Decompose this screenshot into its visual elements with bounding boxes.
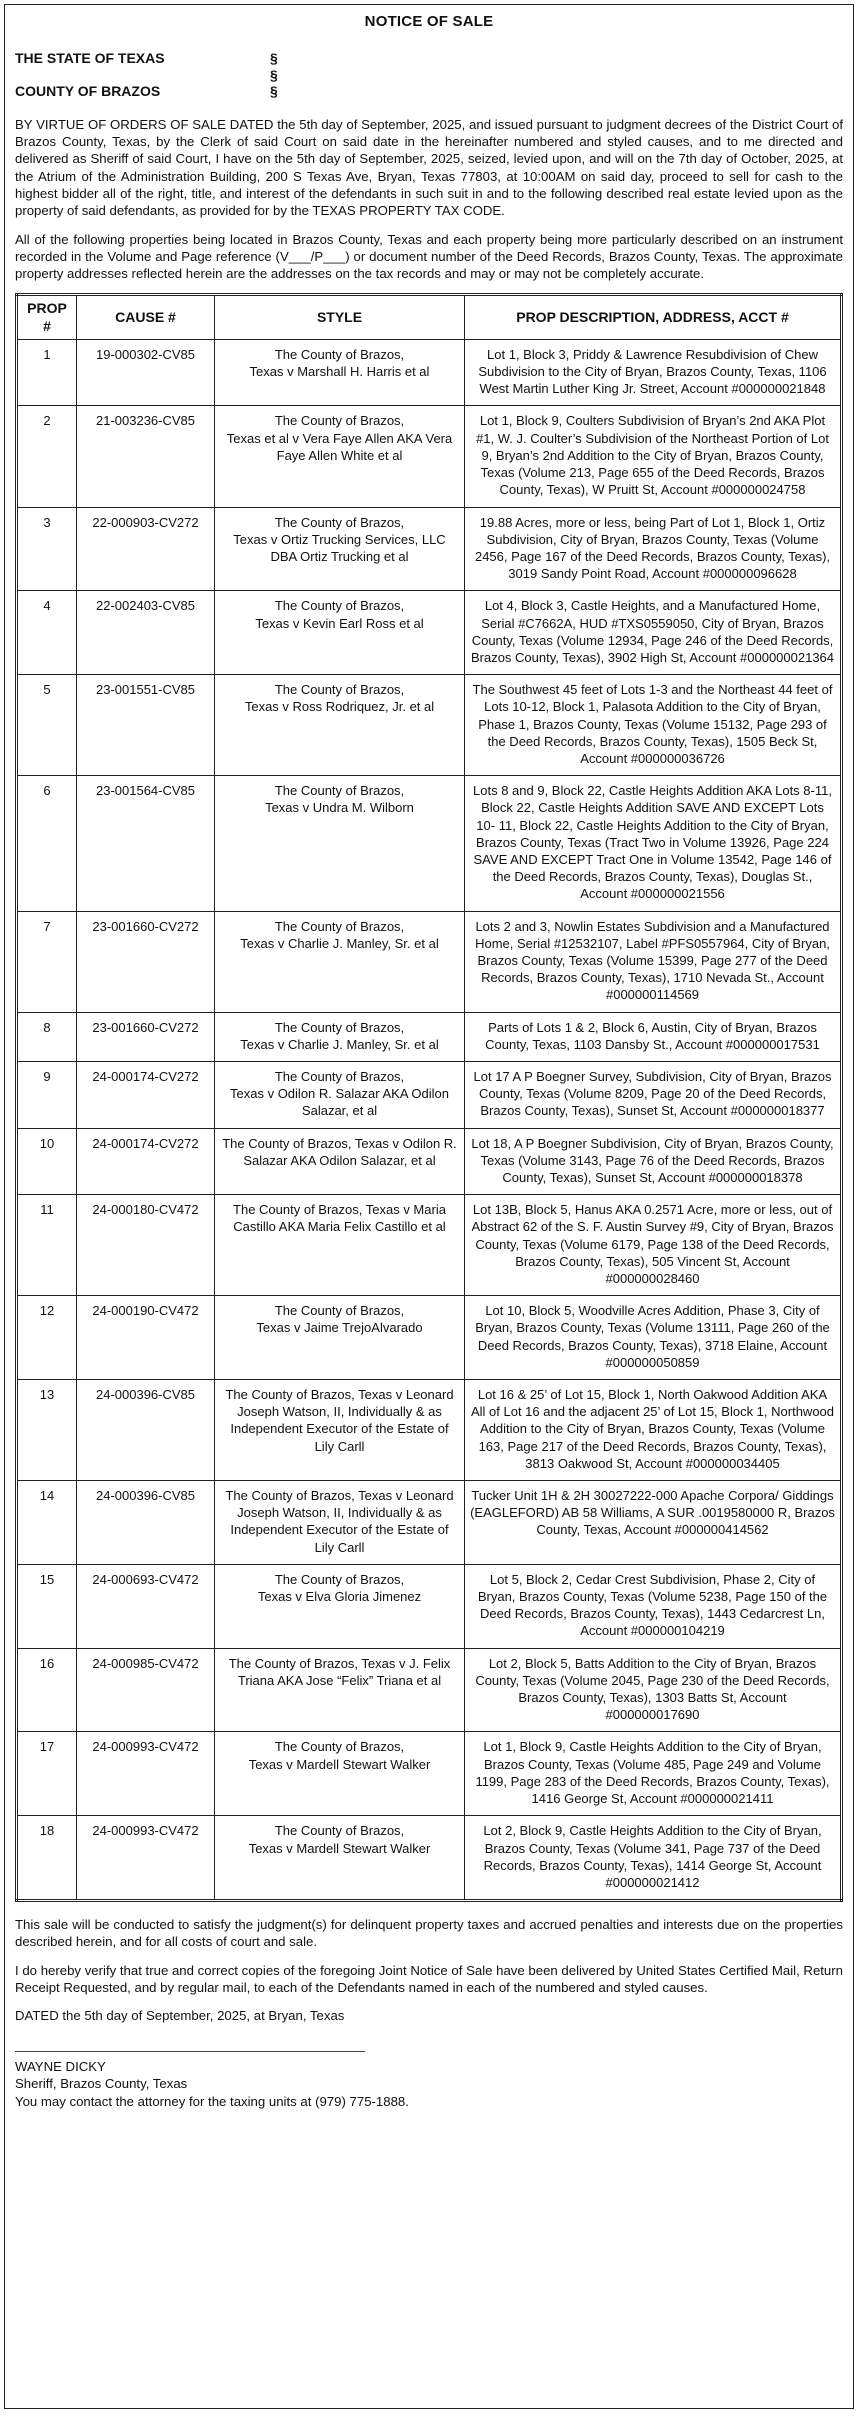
cause-number-cell: 21-003236-CV85 — [77, 406, 215, 507]
prop-number-cell: 12 — [17, 1296, 77, 1380]
cause-number-cell: 23-001551-CV85 — [77, 675, 215, 776]
table-row — [17, 1732, 842, 1816]
prop-number-cell: 9 — [17, 1061, 77, 1128]
description-cell: Parts of Lots 1 & 2, Block 6, Austin, City of Bryan, Brazos County, Texas, 1103 Dansby St., Account #000000017531 — [465, 1012, 842, 1061]
orders-of-sale-paragraph: BY VIRTUE OF ORDERS OF SALE DATED the 5th day of September, 2025, and issued pursuant to judgment decrees of the District Court of Brazos County, Texas, by the Clerk of said Court on said date in the hereinafter numbered and styled causes, and to me directed and delivered as Sheriff of said Court, I have on the 5th day of September, 2025, seized, levied upon, and will on the 7th day of October, 2025, at the Atrium of the Administration Building, 200 S Texas Ave, Bryan, Texas 77803, at 10:00AM on said day, proceed to sell for cash to the highest bidder all of the right, title, and interest of the defendants in such suit in and to the following described real estate levied upon as the property of said defendants, as provided for by the TEXAS PROPERTY TAX CODE. — [15, 116, 843, 219]
prop-number-cell: 4 — [17, 591, 77, 675]
prop-number-cell: 14 — [17, 1481, 77, 1565]
table-row — [17, 911, 842, 1012]
style-cell: The County of Brazos, Texas v Mardell Stewart Walker — [215, 1732, 465, 1816]
description-cell: Lot 5, Block 2, Cedar Crest Subdivision, Phase 2, City of Bryan, Brazos County, Texas (Volume 5238, Page 150 of the Deed Records, Brazos County, Texas), 1443 Cedarcrest Ln, Account #000000104219 — [465, 1564, 842, 1648]
cause-number-cell: 24-000993-CV472 — [77, 1816, 215, 1901]
dated-line: DATED the 5th day of September, 2025, at Bryan, Texas — [15, 2008, 345, 2024]
prop-number-cell: 15 — [17, 1564, 77, 1648]
verification-paragraph: I do hereby verify that true and correct copies of the foregoing Joint Notice of Sale have been delivered by United States Certified Mail, Return Receipt Requested, and by regular mail, to each of the Defendants named in each of the numbered and styled causes. — [15, 1962, 843, 1995]
description-cell: Lot 1, Block 9, Coulters Subdivision of Bryan’s 2nd AKA Plot #1, W. J. Coulter’s Subdivision of the Northeast Portion of Lot 9, Bryan’s 2nd Addition to the City of Bryan, Brazos County, Texas (Volume 213, Page 655 of the Deed Records, Brazos County, Texas), W Pruitt St, Account #000000024758 — [465, 406, 842, 507]
table-row — [17, 1648, 842, 1732]
table-row — [17, 1816, 842, 1901]
properties-table — [15, 293, 843, 1902]
cause-number-cell: 19-000302-CV85 — [77, 339, 215, 406]
contact-line: You may contact the attorney for the taxing units at (979) 775-1888. — [15, 2093, 409, 2109]
cause-number-cell: 24-000190-CV472 — [77, 1296, 215, 1380]
description-cell: Lot 16 & 25’ of Lot 15, Block 1, North Oakwood Addition AKA All of Lot 16 and the adjacent 25’ of Lot 15, Block 1, Northwood Addition to the City of Bryan, Brazos County, Texas (Volume 163, Page 217 of the Deed Records, Brazos County, Texas), 3813 Oakwood St, Account #000000034405 — [465, 1380, 842, 1481]
property-location-paragraph: All of the following properties being located in Brazos County, Texas and each property being more particularly described on an instrument recorded in the Volume and Page reference (V___/P___) or document number of the Deed Records, Brazos County, Texas. The approximate property addresses reflected herein are the addresses on the tax records and may or may not be completely accurate. — [15, 231, 843, 282]
table-row — [17, 406, 842, 507]
case-caption — [15, 50, 843, 100]
style-cell: The County of Brazos, Texas v J. Felix Triana AKA Jose “Felix” Triana et al — [215, 1648, 465, 1732]
table-row — [17, 339, 842, 406]
prop-number-cell: 13 — [17, 1380, 77, 1481]
description-cell: The Southwest 45 feet of Lots 1-3 and the Northeast 44 feet of Lots 10-12, Block 1, Palasota Addition to the City of Bryan, Phase 1, Brazos County, Texas (Volume 15132, Page 293 of the Deed Records, Brazos County, Texas), 1505 Beck St, Account #000000036726 — [465, 675, 842, 776]
cause-number-cell: 24-000180-CV472 — [77, 1195, 215, 1296]
prop-number-cell: 6 — [17, 776, 77, 911]
cause-number-cell: 24-000693-CV472 — [77, 1564, 215, 1648]
style-cell: The County of Brazos, Texas v Marshall H. Harris et al — [215, 339, 465, 406]
prop-number-cell: 11 — [17, 1195, 77, 1296]
table-row — [17, 507, 842, 591]
style-cell: The County of Brazos, Texas v Mardell Stewart Walker — [215, 1816, 465, 1901]
style-cell: The County of Brazos, Texas v Kevin Earl Ross et al — [215, 591, 465, 675]
style-cell: The County of Brazos, Texas v Leonard Joseph Watson, II, Individually & as Independent Executor of the Estate of Lily Carll — [215, 1481, 465, 1565]
style-cell: The County of Brazos, Texas v Undra M. Wilborn — [215, 776, 465, 911]
cause-number-cell: 23-001564-CV85 — [77, 776, 215, 911]
description-cell: Tucker Unit 1H & 2H 30027222-000 Apache Corpora/ Giddings (EAGLEFORD) AB 58 Williams, A SUR .0019580000 R, Brazos County, Texas, Account #000000414562 — [465, 1481, 842, 1565]
table-row — [17, 1195, 842, 1296]
style-cell: The County of Brazos, Texas v Maria Castillo AKA Maria Felix Castillo et al — [215, 1195, 465, 1296]
cause-number-cell: 24-000993-CV472 — [77, 1732, 215, 1816]
style-cell: The County of Brazos, Texas v Odilon R. Salazar AKA Odilon Salazar, et al — [215, 1061, 465, 1128]
cause-number-cell: 23-001660-CV272 — [77, 1012, 215, 1061]
table-row — [17, 675, 842, 776]
prop-number-cell: 16 — [17, 1648, 77, 1732]
cause-number-cell: 24-000396-CV85 — [77, 1481, 215, 1565]
description-cell: Lot 1, Block 3, Priddy & Lawrence Resubdivision of Chew Subdivision to the City of Bryan, Brazos County, Texas, 1106 West Martin Luther King Jr. Street, Account #000000021848 — [465, 339, 842, 406]
notice-of-sale-document — [4, 4, 854, 2409]
table-header-row — [17, 295, 842, 339]
signature-line — [15, 2051, 365, 2058]
prop-number-cell: 3 — [17, 507, 77, 591]
style-cell: The County of Brazos, Texas v Ross Rodriquez, Jr. et al — [215, 675, 465, 776]
table-row — [17, 1564, 842, 1648]
sheriff-title: Sheriff, Brazos County, Texas — [15, 2076, 188, 2092]
description-cell: Lot 1, Block 9, Castle Heights Addition to the City of Bryan, Brazos County, Texas (Volume 485, Page 249 and Volume 1199, Page 283 of the Deed Records, Brazos County, Texas), 1416 George St, Account #000000021411 — [465, 1732, 842, 1816]
signature-block — [15, 2058, 843, 2111]
sale-purpose-paragraph: This sale will be conducted to satisfy the judgment(s) for delinquent property taxes and accrued penalties and interests due on the properties described herein, and for all costs of court and sale. — [15, 1917, 843, 1950]
cause-number-cell: 22-000903-CV272 — [77, 507, 215, 591]
style-cell: The County of Brazos, Texas v Charlie J. Manley, Sr. et al — [215, 1012, 465, 1061]
section-symbol: § — [270, 66, 278, 83]
prop-number-cell: 18 — [17, 1816, 77, 1901]
style-cell: The County of Brazos, Texas v Odilon R. Salazar AKA Odilon Salazar, et al — [215, 1128, 465, 1195]
section-symbol: § — [270, 83, 278, 100]
prop-number-cell: 8 — [17, 1012, 77, 1061]
prop-number-cell: 5 — [17, 675, 77, 776]
table-row — [17, 1296, 842, 1380]
table-row — [17, 776, 842, 911]
cause-number-cell: 24-000985-CV472 — [77, 1648, 215, 1732]
header-description: PROP DESCRIPTION, ADDRESS, ACCT # — [465, 295, 842, 339]
style-cell: The County of Brazos, Texas v Jaime TrejoAlvarado — [215, 1296, 465, 1380]
cause-number-cell: 24-000396-CV85 — [77, 1380, 215, 1481]
description-cell: Lots 2 and 3, Nowlin Estates Subdivision and a Manufactured Home, Serial #12532107, Label #PFS0557964, City of Bryan, Brazos County, Texas (Volume 15399, Page 277 of the Deed Records, Brazos County, Texas), 1710 Nevada St., Account #000000114569 — [465, 911, 842, 1012]
style-cell: The County of Brazos, Texas v Charlie J. Manley, Sr. et al — [215, 911, 465, 1012]
style-cell: The County of Brazos, Texas et al v Vera Faye Allen AKA Vera Faye Allen White et al — [215, 406, 465, 507]
sheriff-name: WAYNE DICKY — [15, 2058, 106, 2074]
table-row — [17, 1128, 842, 1195]
prop-number-cell: 2 — [17, 406, 77, 507]
description-cell: Lot 10, Block 5, Woodville Acres Addition, Phase 3, City of Bryan, Brazos County, Texas (Volume 13111, Page 260 of the Deed Records, Brazos County, Texas), 3718 Elaine, Account #000000050859 — [465, 1296, 842, 1380]
caption-county: COUNTY OF BRAZOS — [15, 83, 161, 100]
cause-number-cell: 22-002403-CV85 — [77, 591, 215, 675]
prop-number-cell: 1 — [17, 339, 77, 406]
description-cell: Lot 13B, Block 5, Hanus AKA 0.2571 Acre, more or less, out of Abstract 62 of the S. F. Austin Survey #9, City of Bryan, Brazos County, Texas (Volume 6179, Page 138 of the Deed Records, Brazos County, Texas), 505 Vincent St, Account #000000028460 — [465, 1195, 842, 1296]
description-cell: 19.88 Acres, more or less, being Part of Lot 1, Block 1, Ortiz Subdivision, City of Bryan, Brazos County, Texas (Volume 2456, Page 167 of the Deed Records, Brazos County, Texas), 3019 Sandy Point Road, Account #000000096628 — [465, 507, 842, 591]
description-cell: Lot 4, Block 3, Castle Heights, and a Manufactured Home, Serial #C7662A, HUD #TXS0559050, City of Bryan, Brazos County, Texas (Volume 12934, Page 246 of the Deed Records, Brazos County, Texas), 3902 High St, Account #000000021364 — [465, 591, 842, 675]
cause-number-cell: 24-000174-CV272 — [77, 1128, 215, 1195]
cause-number-cell: 23-001660-CV272 — [77, 911, 215, 1012]
style-cell: The County of Brazos, Texas v Elva Gloria Jimenez — [215, 1564, 465, 1648]
table-row — [17, 1380, 842, 1481]
prop-number-cell: 17 — [17, 1732, 77, 1816]
style-cell: The County of Brazos, Texas v Leonard Joseph Watson, II, Individually & as Independent Executor of the Estate of Lily Carll — [215, 1380, 465, 1481]
table-row — [17, 1481, 842, 1565]
description-cell: Lots 8 and 9, Block 22, Castle Heights Addition AKA Lots 8-11, Block 22, Castle Heights Addition SAVE AND EXCEPT Lots 10- 11, Block 22, Castle Heights Addition to the City of Bryan, Brazos County, Texas (Tract Two in Volume 13926, Page 224 SAVE AND EXCEPT Tract One in Volume 13542, Page 146 of the Deed Records, Brazos County, Texas), Douglas St., Account #000000021556 — [465, 776, 842, 911]
description-cell: Lot 17 A P Boegner Survey, Subdivision, City of Bryan, Brazos County, Texas (Volume 8209, Page 20 of the Deed Records, Brazos County, Texas), Sunset St, Account #000000018377 — [465, 1061, 842, 1128]
page-title: NOTICE OF SALE — [364, 13, 494, 30]
description-cell: Lot 18, A P Boegner Subdivision, City of Bryan, Brazos County, Texas (Volume 3143, Page 76 of the Deed Records, Brazos County, Texas), Sunset St, Account #000000018378 — [465, 1128, 842, 1195]
prop-number-cell: 10 — [17, 1128, 77, 1195]
caption-state: THE STATE OF TEXAS — [15, 50, 165, 67]
header-style: STYLE — [215, 295, 465, 339]
description-cell: Lot 2, Block 9, Castle Heights Addition to the City of Bryan, Brazos County, Texas (Volume 341, Page 737 of the Deed Records, Brazos County, Texas), 1414 George St, Account #000000021412 — [465, 1816, 842, 1901]
table-row — [17, 1012, 842, 1061]
table-row — [17, 1061, 842, 1128]
header-cause: CAUSE # — [77, 295, 215, 339]
style-cell: The County of Brazos, Texas v Ortiz Trucking Services, LLC DBA Ortiz Trucking et al — [215, 507, 465, 591]
prop-number-cell: 7 — [17, 911, 77, 1012]
section-symbol: § — [270, 50, 278, 67]
header-prop: PROP # — [17, 295, 77, 339]
description-cell: Lot 2, Block 5, Batts Addition to the City of Bryan, Brazos County, Texas (Volume 2045, Page 230 of the Deed Records, Brazos County, Texas), 1303 Batts St, Account #000000017690 — [465, 1648, 842, 1732]
cause-number-cell: 24-000174-CV272 — [77, 1061, 215, 1128]
table-row — [17, 591, 842, 675]
